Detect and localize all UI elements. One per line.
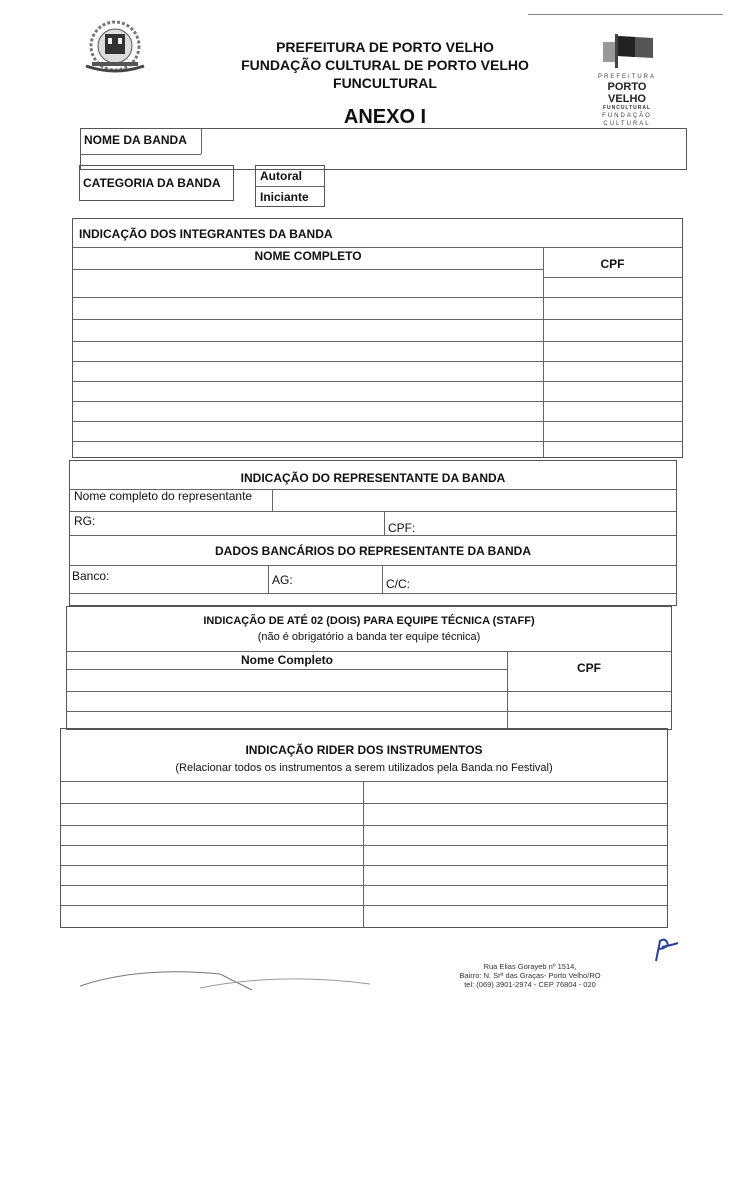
representative-section (69, 460, 677, 606)
staff-col-name: Nome Completo (240, 653, 333, 667)
representative-name-label: Nome completo do representante (74, 489, 253, 503)
table-row[interactable] (61, 865, 667, 866)
top-divider (528, 14, 723, 15)
rider-title: INDICAÇÃO RIDER DOS INSTRUMENTOS (245, 743, 483, 757)
logo-funcultural-text: FUNCULTURAL (602, 105, 652, 111)
table-row[interactable] (73, 361, 682, 362)
band-name-row (80, 128, 687, 170)
category-option-autoral[interactable]: Autoral (260, 169, 302, 183)
category-options (255, 165, 325, 207)
table-row[interactable] (73, 381, 682, 382)
bank-data-title: DADOS BANCÁRIOS DO REPRESENTANTE DA BANDA (214, 544, 531, 558)
page-title: ANEXO I (343, 106, 427, 128)
initials-signature (646, 935, 682, 970)
table-row[interactable] (73, 297, 682, 298)
category-option-iniciante[interactable]: Iniciante (260, 190, 309, 204)
table-row[interactable] (61, 905, 667, 906)
logo-cultural-text: CULTURAL (603, 121, 651, 127)
members-col-name: NOME COMPLETO (254, 249, 362, 263)
members-table (72, 218, 683, 458)
members-title: INDICAÇÃO DOS INTEGRANTES DA BANDA (79, 227, 333, 241)
table-row[interactable] (73, 441, 682, 442)
coat-of-arms-logo (80, 18, 150, 80)
staff-title: INDICAÇÃO DE ATÉ 02 (DOIS) PARA EQUIPE TÉCNICA (STAFF) (203, 615, 535, 627)
band-name-label: NOME DA BANDA (84, 133, 187, 147)
table-row[interactable] (73, 401, 682, 402)
staff-subtitle: (não é obrigatório a banda ter equipe técnica) (257, 631, 481, 643)
category-label: CATEGORIA DA BANDA (83, 176, 221, 190)
category-label-box (79, 165, 234, 201)
agency-label[interactable]: AG: (272, 573, 293, 587)
header-line-3: FUNCULTURAL (333, 75, 437, 91)
members-col-cpf: CPF (600, 257, 625, 271)
representative-title: INDICAÇÃO DO REPRESENTANTE DA BANDA (240, 471, 506, 485)
institution-header (200, 38, 570, 92)
rider-subtitle: (Relacionar todos os instrumentos a serem utilizados pela Banda no Festival) (175, 762, 553, 774)
logo-prefeitura-text: PREFEITURA (597, 74, 656, 80)
band-name-field[interactable] (202, 129, 686, 169)
table-row[interactable] (73, 319, 682, 320)
header-line-2: FUNDAÇÃO CULTURAL DE PORTO VELHO (241, 57, 529, 73)
cpf-label[interactable]: CPF: (388, 521, 416, 535)
table-row[interactable] (61, 885, 667, 886)
footer-address (440, 962, 620, 989)
bank-label[interactable]: Banco: (72, 569, 110, 583)
account-label[interactable]: C/C: (386, 577, 410, 591)
flag-icon (597, 32, 657, 68)
footer-line-2: Bairro: N. Srª das Graças- Porto Velho/RO (459, 971, 601, 980)
staff-section (66, 606, 672, 730)
table-row[interactable] (73, 421, 682, 422)
table-row[interactable] (61, 845, 667, 846)
table-row[interactable] (73, 341, 682, 342)
footer-line-1: Rua Elias Gorayeb nº 1514, (483, 962, 577, 971)
staff-col-cpf: CPF (577, 661, 601, 675)
porto-velho-logo (588, 32, 666, 127)
logo-name-text: PORTO VELHO (607, 81, 647, 105)
table-row[interactable] (61, 803, 667, 804)
table-row[interactable] (61, 825, 667, 826)
table-row[interactable] (67, 711, 671, 712)
rider-section (60, 728, 668, 928)
footer-line-3: tel: (069) 3901-2974 - CEP 76804 - 020 (464, 980, 596, 989)
table-row[interactable] (67, 691, 671, 692)
representative-name-field[interactable] (273, 490, 673, 510)
header-line-1: PREFEITURA DE PORTO VELHO (276, 39, 494, 55)
decorative-swoosh (80, 960, 440, 997)
rg-label[interactable]: RG: (74, 514, 96, 528)
logo-fundacao-text: FUNDAÇÃO (602, 113, 652, 119)
